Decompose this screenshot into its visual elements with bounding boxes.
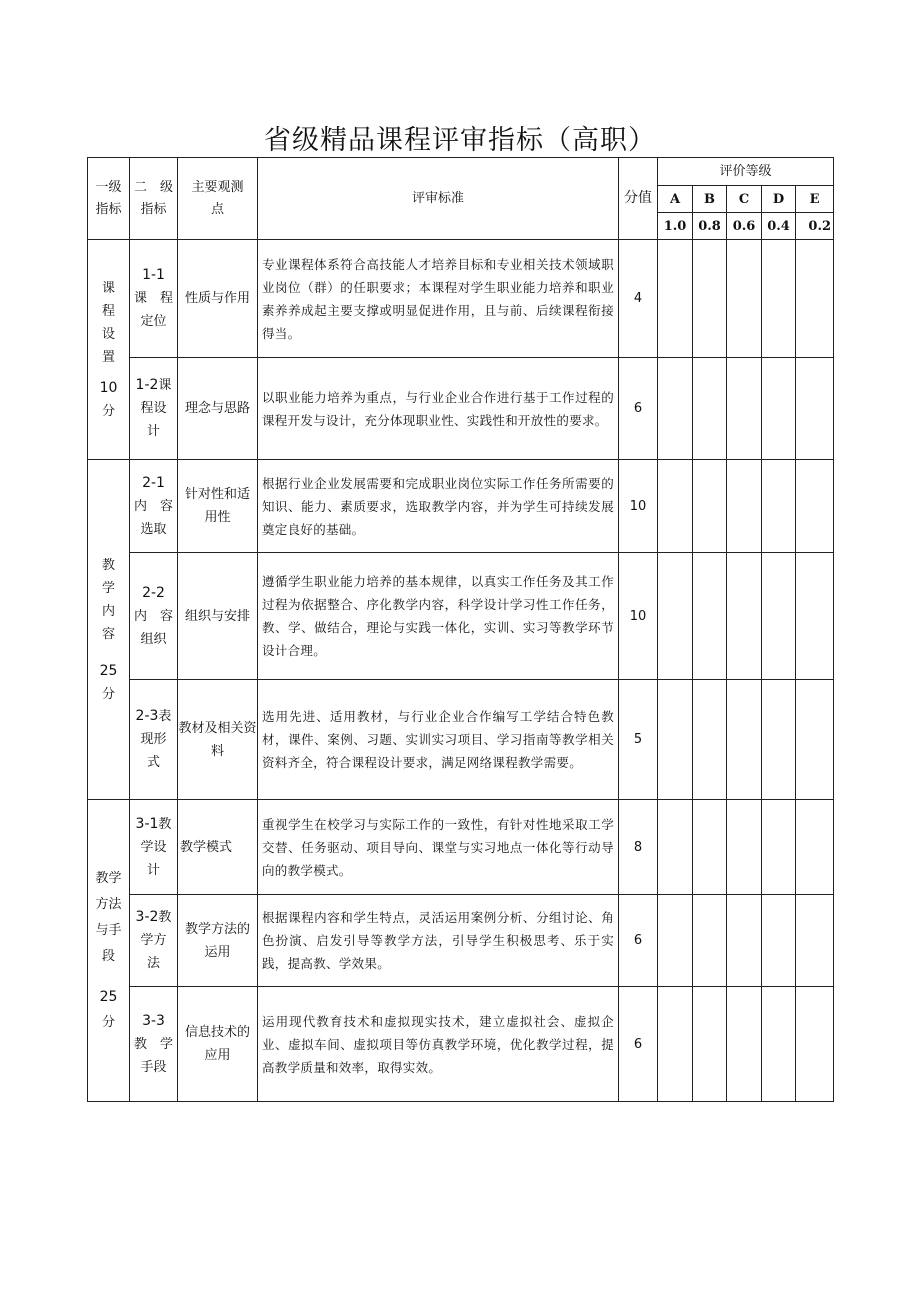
section-3-unit: 分 [101,1014,115,1030]
row-code: 3-1 [135,815,159,832]
grade-cell [796,460,834,553]
row-3-1-score: 8 [619,800,658,895]
section-2-points: 25 [99,662,118,679]
grade-cell [727,895,762,987]
grade-cell [693,358,727,460]
header-grade-title: 评价等级 [658,158,834,186]
row-3-2-observe: 教学方法的运用 [178,895,258,987]
grade-cell [658,680,693,800]
row-name: 教 [158,910,172,925]
row-1-1-observe: 性质与作用 [178,240,258,358]
weight-c: 0.6 [727,213,762,240]
section-3-char: 段 [101,948,115,964]
row-2-3-score: 5 [619,680,658,800]
row-name: 选取 [140,521,167,537]
grade-cell [693,460,727,553]
section-1-label [88,240,130,460]
page-title: 省级精品课程评审指标（高职） [264,125,656,156]
row-name: 课 程 [133,291,173,306]
weight-b: 0.8 [693,213,727,240]
weight-d: 0.4 [762,213,796,240]
row-3-3-score: 6 [619,987,658,1102]
row-name: 内 容 [133,498,173,514]
row-3-2-score: 6 [619,895,658,987]
grade-cell [762,987,796,1102]
row-2-1-level2 [130,460,178,553]
evaluation-table [87,157,834,1102]
grade-cell [727,987,762,1102]
header-standard: 评审标准 [258,158,619,240]
row-3-1-standard: 重视学生在校学习与实际工作的一致性，有针对性地采取工学交替、任务驱动、项目导向、课堂与实习地点一体化等行动导向的教学模式。 [258,800,619,895]
grade-cell [727,240,762,358]
grade-cell [796,358,834,460]
section-1-char: 设 [101,326,115,342]
row-1-1-score: 4 [619,240,658,358]
row-name: 内 容 [133,608,173,624]
row-code: 3-3 [142,1012,165,1029]
grade-cell [658,987,693,1102]
section-2-unit: 分 [101,686,115,702]
row-name: 组织 [140,631,167,647]
row-name: 课 [158,378,172,393]
section-2-label [88,460,130,800]
row-2-1-score: 10 [619,460,658,553]
section-2-char: 内 [101,603,115,619]
row-1-2-level2 [130,358,178,460]
section-2-char: 容 [101,626,115,642]
grade-cell [796,800,834,895]
row-2-3-observe: 教材及相关资料 [178,680,258,800]
grade-b: B [693,186,727,213]
grade-cell [727,553,762,680]
row-1-2-standard: 以职业能力培养为重点，与行业企业合作进行基于工作过程的课程开发与设计，充分体现职业性、实践性和开放性的要求。 [258,358,619,460]
row-code: 3-2 [135,909,159,925]
section-3-char: 方法 [95,896,122,912]
row-3-3-level2 [130,987,178,1102]
section-3-char: 教学 [95,870,122,886]
row-name: 程设计 [140,401,167,439]
grade-cell [658,358,693,460]
grade-cell [762,460,796,553]
row-1-2-observe: 理念与思路 [178,358,258,460]
section-2-char: 学 [101,580,115,596]
header-level1: 一级指标 [88,158,130,240]
section-3-points: 25 [99,988,118,1005]
grade-cell [796,680,834,800]
row-3-1-level2 [130,800,178,895]
row-name: 表 [158,709,172,724]
grade-cell [796,895,834,987]
row-3-2-level2 [130,895,178,987]
section-1-points: 10 [99,379,118,396]
row-2-2-standard: 遵循学生职业能力培养的基本规律，以真实工作任务及其工作过程为依据整合、序化教学内容，科学设计学习性工作任务，教、学、做结合，理论与实践一体化，实训、实习等教学环节设计合理。 [258,553,619,680]
row-2-3-level2 [130,680,178,800]
section-1-unit: 分 [101,403,115,419]
row-2-2-level2 [130,553,178,680]
grade-d: D [762,186,796,213]
section-1-char: 课 [101,280,115,296]
row-name: 学方法 [140,933,167,971]
row-2-1-standard: 根据行业企业发展需要和完成职业岗位实际工作任务所需要的知识、能力、素质要求，选取教学内容，并为学生可持续发展奠定良好的基础。 [258,460,619,553]
row-2-2-score: 10 [619,553,658,680]
row-3-3-observe: 信息技术的应用 [178,987,258,1102]
grade-cell [658,240,693,358]
grade-cell [693,987,727,1102]
header-level2: 二 级指标 [130,158,178,240]
row-3-2-standard: 根据课程内容和学生特点，灵活运用案例分析、分组讨论、角色扮演、启发引导等教学方法，引导学生积极思考、乐于实践，提高教、学效果。 [258,895,619,987]
grade-cell [796,240,834,358]
row-code: 1-2 [135,377,159,393]
grade-cell [762,680,796,800]
row-3-3-standard: 运用现代教育技术和虚拟现实技术，建立虚拟社会、虚拟企业、虚拟车间、虚拟项目等仿真教学环境，优化教学过程，提高教学质量和效率，取得实效。 [258,987,619,1102]
weight-a: 1.0 [658,213,693,240]
grade-a: A [658,186,693,213]
section-3-char: 与手 [95,922,122,938]
grade-cell [727,800,762,895]
grade-e: E [796,186,834,213]
grade-cell [658,800,693,895]
grade-cell [796,553,834,680]
row-2-2-observe: 组织与安排 [178,553,258,680]
row-1-2-score: 6 [619,358,658,460]
section-1-char: 置 [101,349,115,365]
section-1-char: 程 [101,303,115,319]
grade-cell [727,460,762,553]
grade-cell [693,553,727,680]
grade-c: C [727,186,762,213]
row-code: 1-1 [142,267,165,283]
grade-cell [658,895,693,987]
row-2-1-observe: 针对性和适用性 [178,460,258,553]
grade-cell [658,553,693,680]
grade-cell [658,460,693,553]
grade-cell [796,987,834,1102]
grade-cell [762,800,796,895]
grade-cell [693,680,727,800]
grade-cell [727,358,762,460]
row-1-1-level2 [130,240,178,358]
grade-cell [762,240,796,358]
weight-e: 0.2 [796,213,834,240]
row-code: 2-1 [142,474,165,491]
section-3-label [88,800,130,1102]
header-observe: 主要观测点 [178,158,258,240]
grade-cell [693,240,727,358]
header-score: 分值 [619,158,658,240]
row-3-1-observe: 教学模式 [178,800,258,895]
row-name: 定位 [140,314,167,329]
row-code: 2-2 [142,584,165,601]
grade-cell [762,553,796,680]
row-code: 2-3 [135,708,159,724]
row-name: 教 [158,816,172,832]
row-name: 手段 [140,1059,167,1075]
section-2-char: 教 [101,557,115,573]
row-name: 教 学 [133,1036,173,1052]
row-name: 学设计 [140,839,167,878]
grade-cell [762,358,796,460]
grade-cell [762,895,796,987]
row-1-1-standard: 专业课程体系符合高技能人才培养目标和专业相关技术领域职业岗位（群）的任职要求；本课程对学生职业能力培养和职业素养养成起主要支撑或明显促进作用，且与前、后续课程衔接得当。 [258,240,619,358]
grade-cell [693,800,727,895]
row-2-3-standard: 选用先进、适用教材，与行业企业合作编写工学结合特色教材，课件、案例、习题、实训实习项目、学习指南等教学相关资料齐全，符合课程设计要求，满足网络课程教学需要。 [258,680,619,800]
row-name: 现形式 [140,732,167,770]
grade-cell [727,680,762,800]
grade-cell [693,895,727,987]
